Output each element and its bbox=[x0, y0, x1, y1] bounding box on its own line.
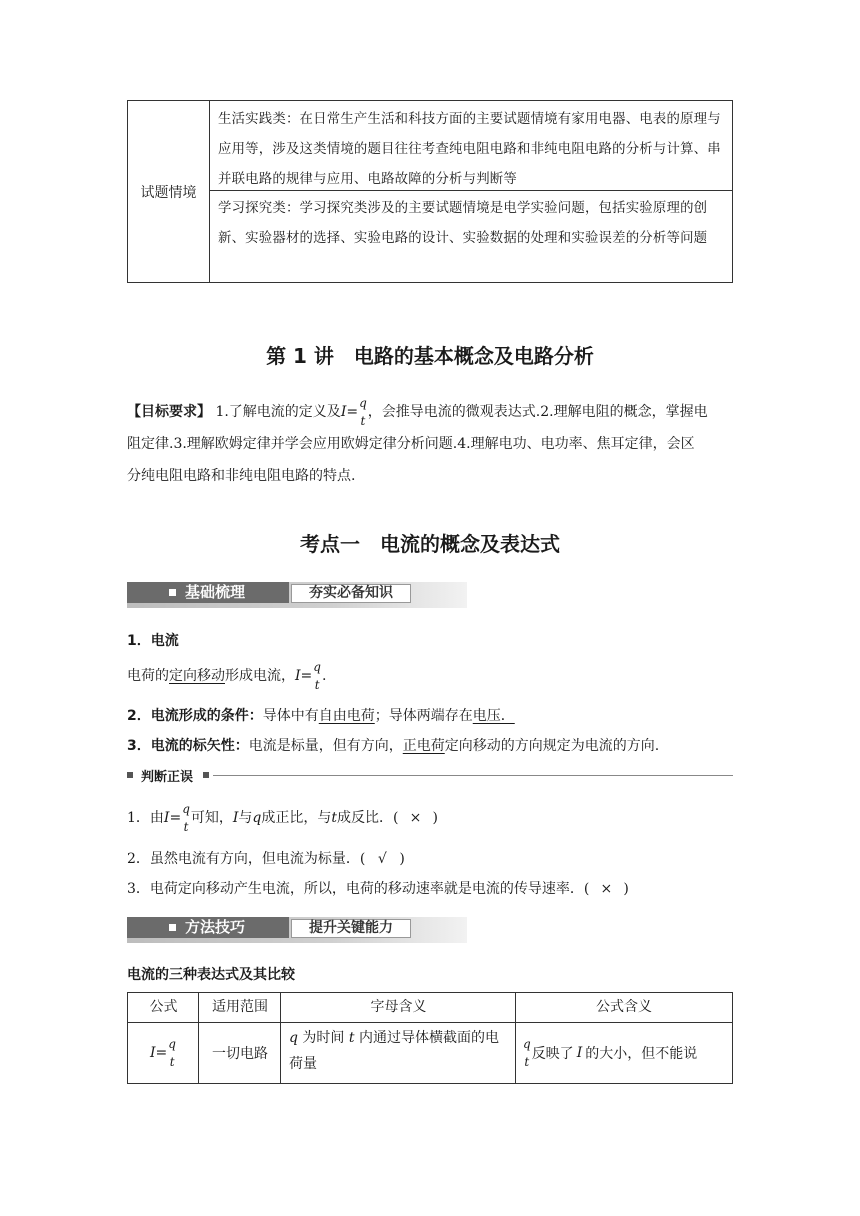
goals-text-2: ，会推导电流的微观表达式.2.理解电阻的概念，掌握电 bbox=[367, 404, 708, 420]
formula-table bbox=[127, 992, 733, 1084]
kp-3-line: 3．电流的标矢性：电流是标量，但有方向，正电荷定向移动的方向规定为电流的方向. bbox=[127, 738, 660, 754]
table-header-letters: 字母含义 bbox=[370, 999, 427, 1015]
goals-label: 【目标要求】 bbox=[127, 404, 211, 420]
judge-mark-3: × bbox=[600, 881, 613, 897]
square-bullet-icon bbox=[169, 589, 176, 596]
kp-2-line: 2．电流形成的条件：导体中有自由电荷；导体两端存在电压． bbox=[127, 708, 515, 724]
lecture-title: 第 1 讲 电路的基本概念及电路分析 bbox=[266, 344, 594, 368]
banner-basic bbox=[127, 582, 467, 608]
kp-1-line: 电荷的定向移动形成电流，I= q t . bbox=[127, 660, 327, 692]
table-cell-scope: 一切电路 bbox=[212, 1046, 268, 1062]
table-cell-meaning: q t 反映了 I 的大小，但不能说 bbox=[523, 1037, 698, 1069]
table-cell-formula: I = q t bbox=[150, 1037, 176, 1069]
section-title: 考点一 电流的概念及表达式 bbox=[300, 532, 560, 556]
table-header-scope: 适用范围 bbox=[212, 999, 268, 1015]
kp-1-heading: 1．电流 bbox=[127, 633, 179, 649]
square-bullet-icon bbox=[169, 924, 176, 931]
fraction-q-over-t: q t bbox=[359, 396, 367, 428]
judge-mark-2: √ bbox=[377, 851, 387, 867]
judge-item-3: 3．电荷定向移动产生电流，所以，电荷的移动速率就是电流的传导速率．( × ) bbox=[127, 881, 629, 897]
formula-i: I bbox=[340, 404, 347, 420]
square-bullet-icon bbox=[127, 772, 133, 778]
banner-method bbox=[127, 917, 467, 943]
goals-line-2: 阻定律.3.理解欧姆定律并学会应用欧姆定律分析问题.4.理解电功、电功率、焦耳定律，会区 bbox=[127, 436, 695, 452]
context-label: 试题情境 bbox=[128, 101, 210, 282]
context-row-life: 生活实践类：在日常生产生活和科技方面的主要试题情境有家用电器、电表的原理与应用等，涉及这类情境的题目往往考查纯电阻电路和非纯电阻电路的分析与计算、串并联电路的规律与应用、电路故障的分析与判断等 bbox=[210, 101, 732, 191]
goals-paragraph bbox=[127, 396, 733, 492]
formula-eq: = bbox=[346, 404, 359, 420]
banner-basic-subtitle: 夯实必备知识 bbox=[291, 584, 411, 603]
banner-method-subtitle: 提升关键能力 bbox=[291, 919, 411, 938]
banner-basic-title: 基础梳理 bbox=[127, 582, 289, 603]
fraction-q-over-t: q t bbox=[313, 660, 321, 692]
goals-text-1: 1.了解电流的定义及 bbox=[215, 404, 341, 420]
judge-item-2: 2．虽然电流有方向，但电流为标量．( √ ) bbox=[127, 851, 405, 867]
fraction-q-over-t: q t bbox=[182, 802, 190, 834]
table-cell-letters: q 为时间 t 内通过导体横截面的电 荷量 bbox=[289, 1030, 499, 1072]
table-header-formula: 公式 bbox=[149, 999, 178, 1015]
compare-title: 电流的三种表达式及其比较 bbox=[127, 967, 295, 983]
goals-line-3: 分纯电阻电路和非纯电阻电路的特点. bbox=[127, 468, 356, 484]
context-table bbox=[127, 100, 733, 283]
square-bullet-icon bbox=[203, 772, 209, 778]
judge-divider bbox=[127, 768, 733, 785]
judge-item-1: 1．由I= q t 可知，I与q成正比，与t成反比．( × ) bbox=[127, 802, 438, 834]
context-row-study: 学习探究类：学习探究类涉及的主要试题情境是电学实验问题，包括实验原理的创新、实验器材的选择、实验电路的设计、实验数据的处理和实验误差的分析等问题 bbox=[218, 201, 708, 246]
judge-mark-1: × bbox=[409, 810, 422, 826]
judge-label: 判断正误 bbox=[141, 770, 194, 785]
banner-method-title: 方法技巧 bbox=[127, 917, 289, 938]
table-header-meaning: 公式含义 bbox=[596, 999, 652, 1015]
